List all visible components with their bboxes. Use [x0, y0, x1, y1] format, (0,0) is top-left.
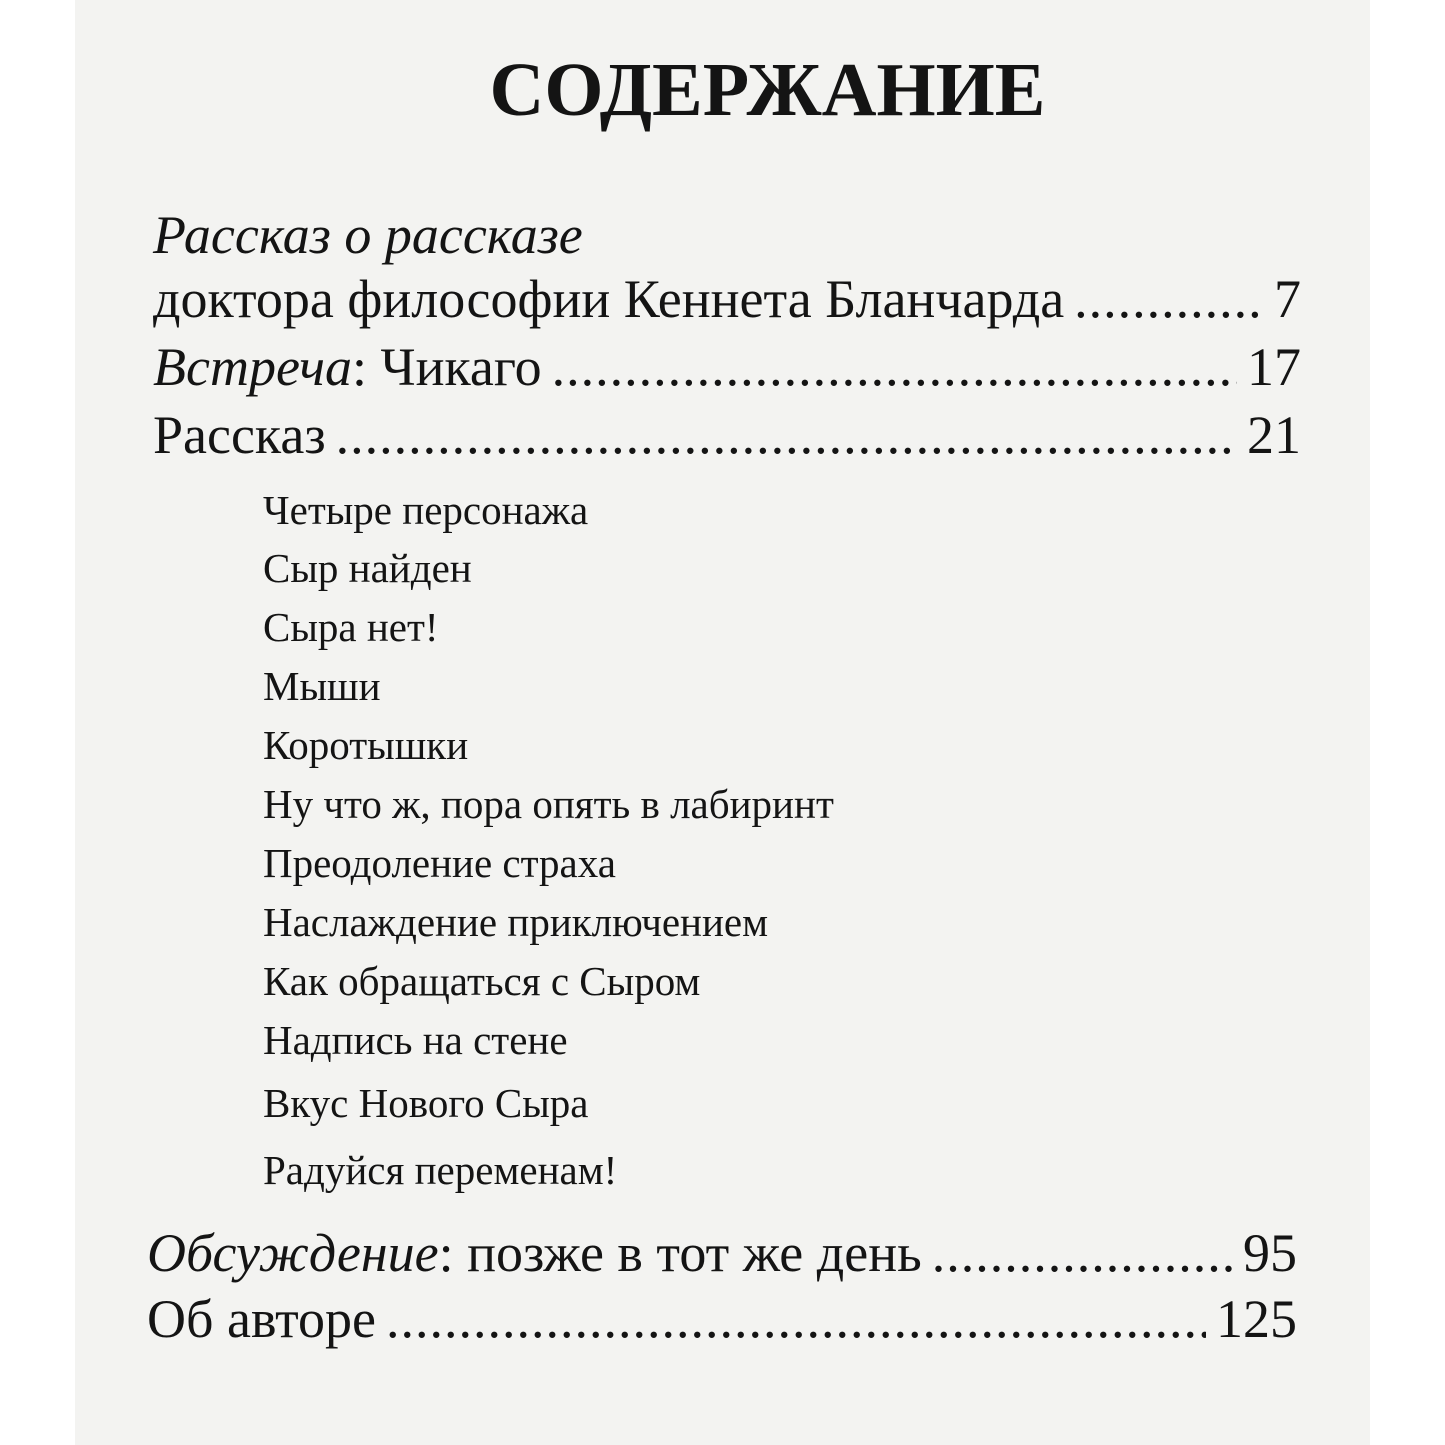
toc-entry-discussion [147, 1223, 1297, 1283]
subchapter-item: Мыши [263, 663, 381, 709]
entry-italic-label: Обсуждение [147, 1223, 439, 1283]
toc-entry-story [153, 405, 1301, 465]
subchapter-item: Четыре персонажа [263, 487, 589, 533]
dot-leader [932, 1226, 1233, 1280]
dot-leader [386, 1292, 1206, 1346]
entry-italic-label: Встреча [153, 337, 352, 397]
subchapter-item: Сыра нет! [263, 604, 439, 650]
entry-label: доктора философии Кеннета Бланчарда [153, 269, 1065, 329]
subchapter-item: Наслаждение приключением [263, 899, 769, 945]
dot-leader [336, 408, 1237, 462]
toc-entry-meeting [153, 337, 1301, 397]
entry-italic-label: Рассказ о рассказе [153, 205, 583, 265]
dot-leader [552, 340, 1237, 394]
dot-leader [1074, 272, 1264, 326]
subchapter-item: Вкус Нового Сыра [263, 1080, 589, 1126]
entry-label: Об авторе [147, 1289, 376, 1349]
subchapter-item: Сыр найден [263, 545, 472, 591]
entry-rest-label: : Чикаго [351, 337, 542, 397]
toc-entry-author [147, 1289, 1297, 1349]
page-number: 125 [1216, 1289, 1297, 1349]
page-number: 17 [1247, 337, 1301, 397]
toc-entry-intro [153, 269, 1301, 329]
subchapter-item: Надпись на стене [263, 1017, 568, 1063]
toc-entry-intro-heading [153, 205, 1301, 265]
entry-label [147, 1223, 922, 1283]
page-number: 7 [1274, 269, 1301, 329]
subchapter-item: Как обращаться с Сыром [263, 958, 701, 1004]
page-number: 95 [1243, 1223, 1297, 1283]
page-number: 21 [1247, 405, 1301, 465]
subchapter-item: Радуйся переменам! [263, 1147, 618, 1193]
page-title: СОДЕРЖАНИЕ [489, 48, 1046, 132]
subchapter-item: Преодоление страха [263, 840, 616, 886]
book-page [75, 0, 1370, 1445]
subchapter-item: Ну что ж, пора опять в лабиринт [263, 781, 834, 827]
entry-label: Рассказ [153, 405, 326, 465]
entry-rest-label: : позже в тот же день [438, 1223, 922, 1283]
entry-label [153, 337, 542, 397]
subchapter-item: Коротышки [263, 722, 469, 768]
